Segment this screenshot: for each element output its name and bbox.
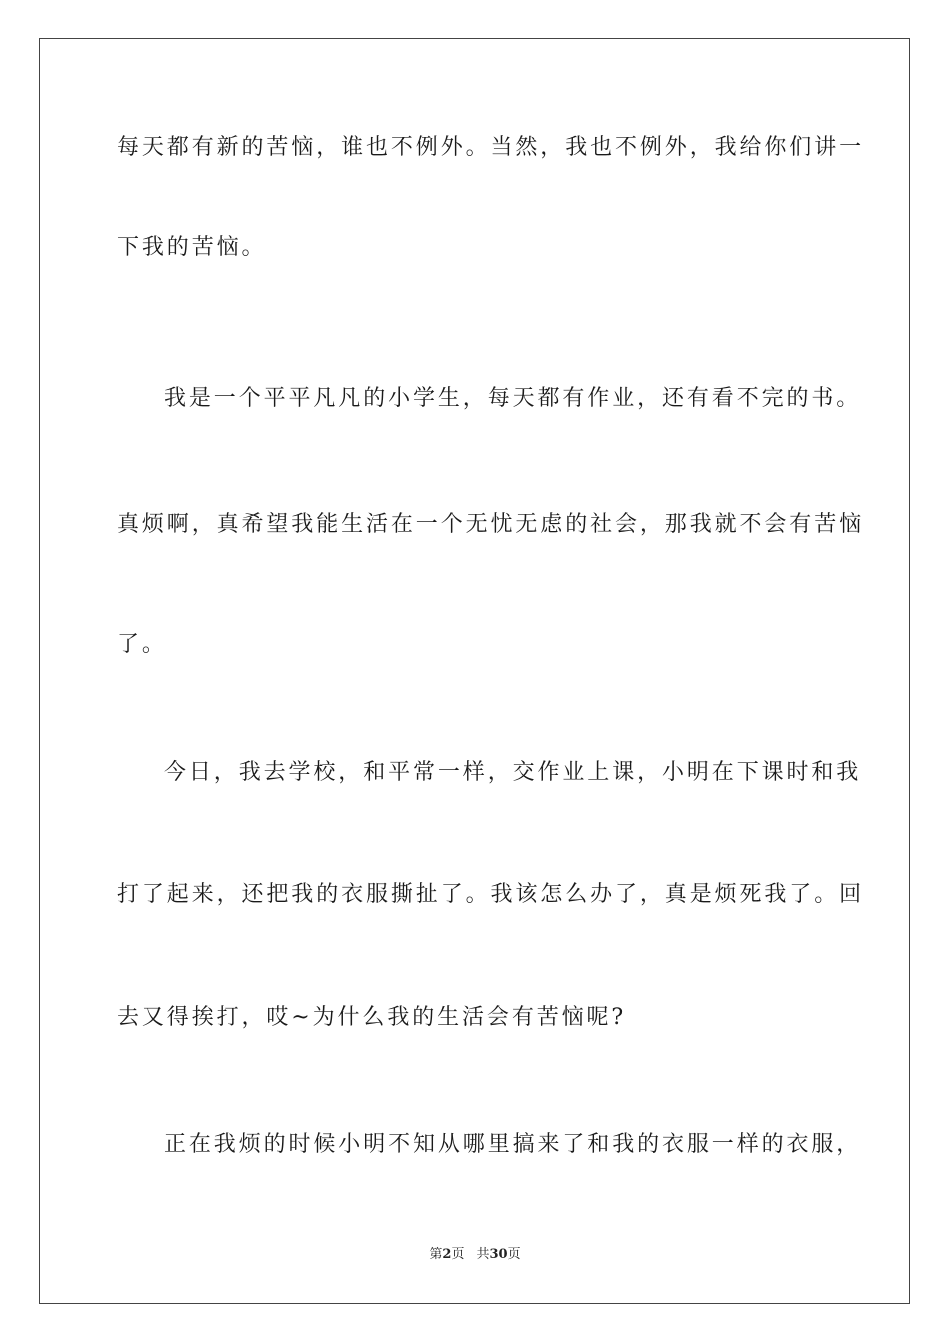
page-footer bbox=[0, 1246, 950, 1264]
footer-total-prefix: 共 bbox=[476, 1247, 490, 1262]
body-line-2: 下我的苦恼。 bbox=[117, 235, 267, 260]
body-line-1: 每天都有新的苦恼，谁也不例外。当然，我也不例外，我给你们讲一 bbox=[117, 135, 865, 160]
body-line-7: 打了起来，还把我的衣服撕扯了。我该怎么办了，真是烦死我了。回 bbox=[117, 882, 865, 907]
body-line-6: 今日，我去学校，和平常一样，交作业上课，小明在下课时和我 bbox=[164, 760, 862, 785]
body-line-4: 真烦啊，真希望我能生活在一个无忧无虑的社会，那我就不会有苦恼 bbox=[117, 512, 865, 537]
footer-page-suffix: 页 bbox=[451, 1247, 465, 1262]
body-line-3: 我是一个平平凡凡的小学生，每天都有作业，还有看不完的书。 bbox=[164, 386, 862, 411]
body-line-5: 了。 bbox=[117, 632, 167, 657]
footer-page-prefix: 第 bbox=[429, 1247, 443, 1262]
footer-page-number: 2 bbox=[442, 1247, 452, 1262]
body-line-9: 正在我烦的时候小明不知从哪里搞来了和我的衣服一样的衣服， bbox=[164, 1132, 862, 1157]
page-frame bbox=[39, 38, 910, 1304]
body-line-8: 去又得挨打，哎~为什么我的生活会有苦恼呢? bbox=[117, 1005, 627, 1030]
footer-total-pages: 30 bbox=[489, 1247, 508, 1262]
footer-total-suffix: 页 bbox=[507, 1247, 521, 1262]
